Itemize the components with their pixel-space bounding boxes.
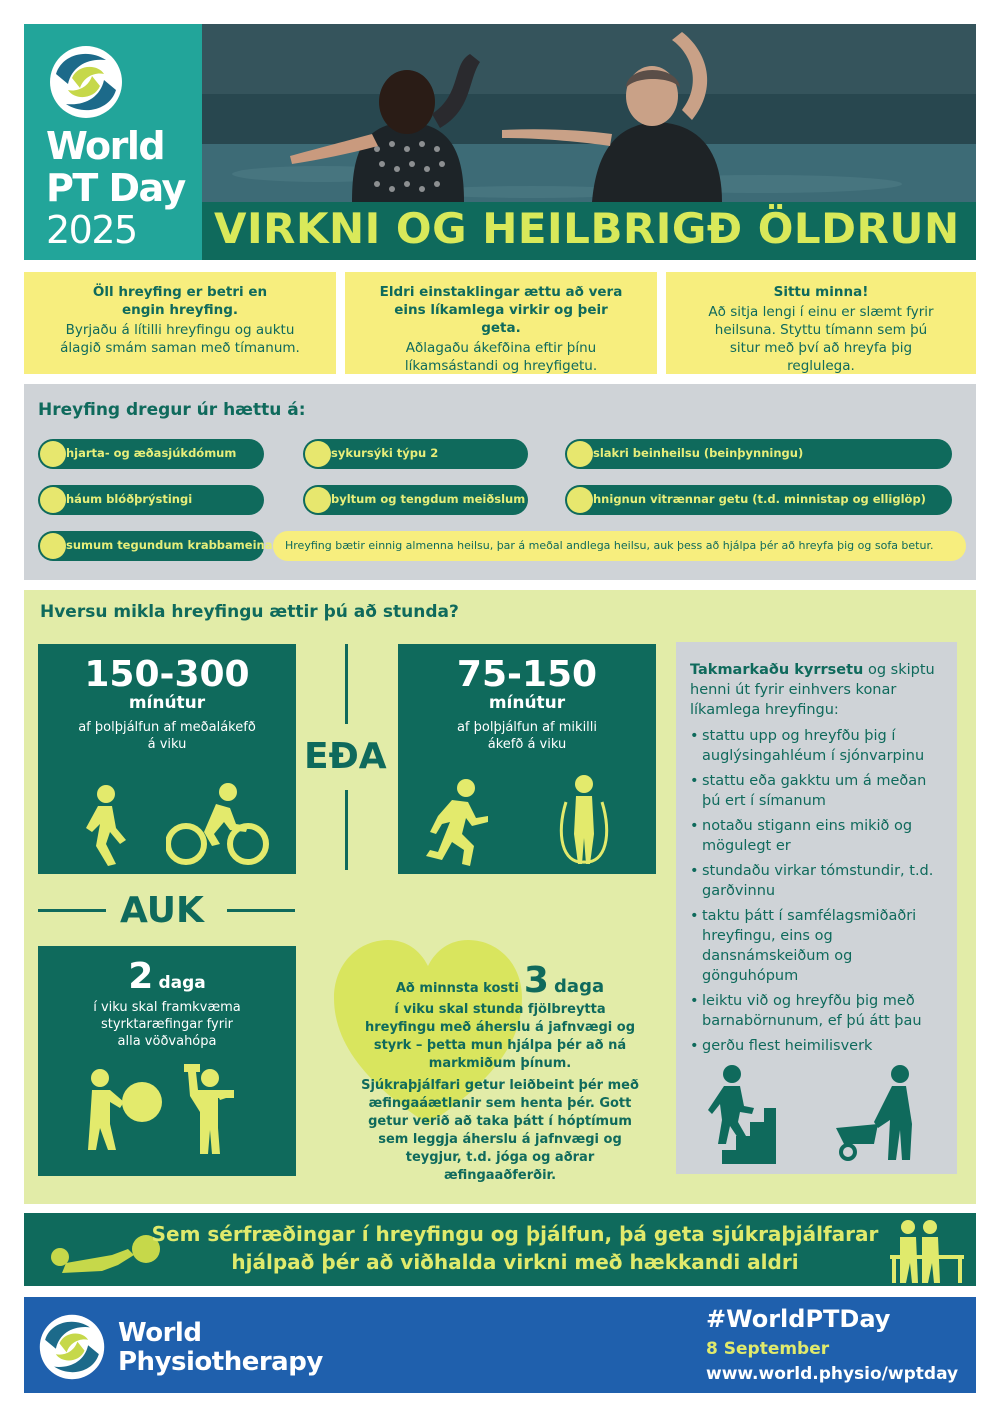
- sedentary-intro: [690, 660, 945, 720]
- tagline-line1: Sem sérfræðingar í hreyfingu og þjálfun, þá geta sjúkraþjálfarar: [151, 1222, 879, 1246]
- intro-box-text: Aðlagaðu ákefðina eftir þínu líkamsástandi og hreyfigetu.: [404, 340, 598, 374]
- or-divider-top: [345, 644, 348, 724]
- intro-box-sit-less: [666, 272, 976, 374]
- world-pt-day-logo-panel: [24, 24, 202, 260]
- list-item: • stattu upp og hreyfðu þig í auglýsingahléum í sjónvarpinu: [690, 726, 945, 766]
- website-link[interactable]: www.world.physio/wptday: [706, 1364, 959, 1384]
- risk-item-cancer: [38, 531, 273, 561]
- org-name-line1: World: [118, 1318, 202, 1348]
- balance-days-number: 3: [523, 960, 549, 1001]
- risk-item-label: byltum og tengdum meiðslum: [331, 492, 526, 506]
- vigorous-desc-line1: af þolþjálfun af mikilli: [456, 720, 598, 735]
- vigorous-minutes-unit: mínútur: [488, 693, 566, 713]
- balance-paragraph-2: Sjúkraþjálfari getur leiðbeint þér með æfingaáætlanir sem henta þér. Gott getur verið að taka þátt í hóptímum sem leggja áherslu á jafnvægi og teygjur, t.d. jóga og aðrar æfingaaðferðir.: [361, 1078, 639, 1183]
- intro-box-text: Byrjaðu á lítilli hreyfingu og auktu álagið smám saman með tímanum.: [60, 322, 300, 356]
- plus-label: AUK: [120, 890, 204, 931]
- bullet-dot-icon: [567, 441, 593, 467]
- risk-item-label: háum blóðþrýstingi: [66, 492, 193, 506]
- risk-item-label: hnignun vitrænnar getu (t.d. minnistap og elliglöp): [593, 492, 926, 506]
- hashtag: #WorldPTDay: [706, 1305, 891, 1333]
- list-item: • notaðu stigann eins mikið og mögulegt er: [690, 816, 945, 856]
- vigorous-desc-line2: ákefð á viku: [487, 737, 567, 752]
- list-item: • taktu þátt í samfélagsmiðaðri hreyfingu, eins og dansnámskeiðum og gönguhópum: [690, 906, 945, 986]
- intro-box-text: Að sitja lengi í einu er slæmt fyrir heilsuna. Styttu tímann sem þú situr með því að hreyfa þig reglulega.: [708, 304, 934, 374]
- moderate-desc-line2: á viku: [147, 737, 187, 752]
- sedentary-intro-bold: Takmarkaðu kyrrsetu: [690, 662, 864, 678]
- event-date: 8 September: [706, 1339, 830, 1359]
- climbing-stairs-icon: [708, 1064, 778, 1164]
- moderate-activity-box: [38, 644, 296, 874]
- header-photo-pool-exercise: [202, 24, 976, 202]
- intro-box-heading: Eldri einstaklingar ættu að vera eins líkamlega virkir og þeir geta.: [379, 284, 623, 336]
- risk-item-label: hjarta- og æðasjúkdómum: [66, 446, 237, 460]
- strength-desc-line1: í viku skal framkvæma: [93, 1000, 241, 1015]
- list-item: • stundaðu virkar tómstundir, t.d. garðvinnu: [690, 861, 945, 901]
- strength-training-box: [38, 946, 296, 1176]
- logo-year: 2025: [46, 208, 137, 252]
- plus-divider-right: [227, 909, 295, 912]
- balance-paragraph-1: í viku skal stunda fjölbreytta hreyfingu með áherslu á jafnvægi og styrk – þetta mun hjálpa þér að ná markmiðum þínum.: [364, 1002, 636, 1071]
- tagline-line2: hjálpað þér að viðhalda virkni með hækkandi aldri: [231, 1250, 799, 1274]
- balance-activity-text-block: [350, 960, 650, 1185]
- moderate-desc-line1: af þolþjálfun af meðalákefð: [78, 720, 256, 735]
- risk-item-bone-health: [565, 439, 952, 469]
- pool-exercise-illustration: [202, 24, 976, 202]
- risk-item-diabetes: [303, 439, 528, 469]
- bullet-dot-icon: [40, 487, 66, 513]
- intro-box-heading: Sittu minna!: [773, 284, 869, 300]
- risk-item-label: slakri beinheilsu (beinþynningu): [593, 446, 804, 460]
- jump-rope-icon: [554, 774, 614, 866]
- bullet-dot-icon: [305, 487, 331, 513]
- org-name-line2: Physiotherapy: [118, 1347, 323, 1377]
- logo-line-world: World: [46, 124, 165, 168]
- bullet-dot-icon: [40, 533, 66, 559]
- risk-note-pill: [273, 531, 966, 561]
- risk-item-falls: [303, 485, 528, 515]
- strength-days-number: 2: [128, 956, 154, 997]
- or-label: EÐA: [304, 736, 387, 777]
- risk-item-label: sumum tegundum krabbameina: [66, 538, 273, 552]
- balance-lead-text: Að minnsta kosti: [395, 981, 519, 996]
- bullet-dot-icon: [40, 441, 66, 467]
- tagline-text: [150, 1220, 880, 1276]
- balance-days-unit: daga: [554, 976, 605, 997]
- risk-note-text: Hreyfing bætir einnig almenna heilsu, þar á meðal andlega heilsu, auk þess að hjálpa þér að hreyfa þig og sofa betur.: [285, 539, 934, 552]
- intro-box-heading: Öll hreyfing er betri en engin hreyfing.: [92, 284, 268, 318]
- dumbbell-lift-icon: [178, 1056, 238, 1156]
- list-item: • gerðu flest heimilisverk: [690, 1036, 945, 1056]
- bullet-dot-icon: [567, 487, 593, 513]
- page-title-bar: [202, 202, 976, 260]
- world-pt-day-emblem-icon: [48, 44, 124, 120]
- strength-days-unit: daga: [158, 973, 206, 993]
- list-item: • leiktu við og hreyfðu þig með barnabörnunum, ef þú átt þau: [690, 991, 945, 1031]
- risk-item-heart-disease: [38, 439, 264, 469]
- intro-box-be-active: [345, 272, 657, 374]
- vigorous-activity-box: [398, 644, 656, 874]
- exercise-ball-icon: [84, 1066, 164, 1152]
- page-title: VIRKNI OG HEILBRIGÐ ÖLDRUN: [214, 204, 960, 253]
- sedentary-tips-list: [690, 726, 945, 1056]
- intro-box-any-movement: [24, 272, 336, 374]
- list-item: • stattu eða gakktu um á meðan þú ert í símanum: [690, 771, 945, 811]
- org-name: [118, 1319, 323, 1377]
- or-divider-bottom: [345, 790, 348, 870]
- physiotherapist-assist-icon: [868, 1217, 968, 1285]
- floor-exercise-icon: [42, 1225, 162, 1281]
- plus-divider-left: [38, 909, 106, 912]
- risk-item-blood-pressure: [38, 485, 264, 515]
- world-physiotherapy-logo-icon: [38, 1313, 106, 1381]
- walking-person-icon: [76, 784, 136, 866]
- logo-line-pt-day: PT Day: [46, 166, 185, 210]
- strength-desc-line2: styrktaræfingar fyrir: [100, 1017, 234, 1032]
- moderate-minutes-unit: mínútur: [128, 693, 206, 713]
- activity-panel-title: Hversu mikla hreyfingu ættir þú að stunda?: [40, 602, 459, 622]
- risk-item-cognitive-decline: [565, 485, 952, 515]
- vigorous-minutes-number: 75-150: [456, 654, 598, 695]
- risk-panel-title: Hreyfing dregur úr hættu á:: [38, 400, 306, 420]
- sedentary-intro-rest: og skiptu henni út fyrir einhvers konar líkamlega hreyfingu:: [690, 662, 935, 718]
- running-person-icon: [422, 778, 492, 868]
- cyclist-icon: [166, 782, 270, 868]
- strength-days-row: [38, 956, 296, 997]
- strength-desc-line3: alla vöðvahópa: [117, 1034, 217, 1049]
- gardening-wheelbarrow-icon: [834, 1064, 918, 1164]
- bullet-dot-icon: [305, 441, 331, 467]
- risk-item-label: sykursýki týpu 2: [331, 446, 439, 460]
- moderate-minutes-number: 150-300: [84, 654, 250, 695]
- balance-days-row: [350, 960, 650, 1001]
